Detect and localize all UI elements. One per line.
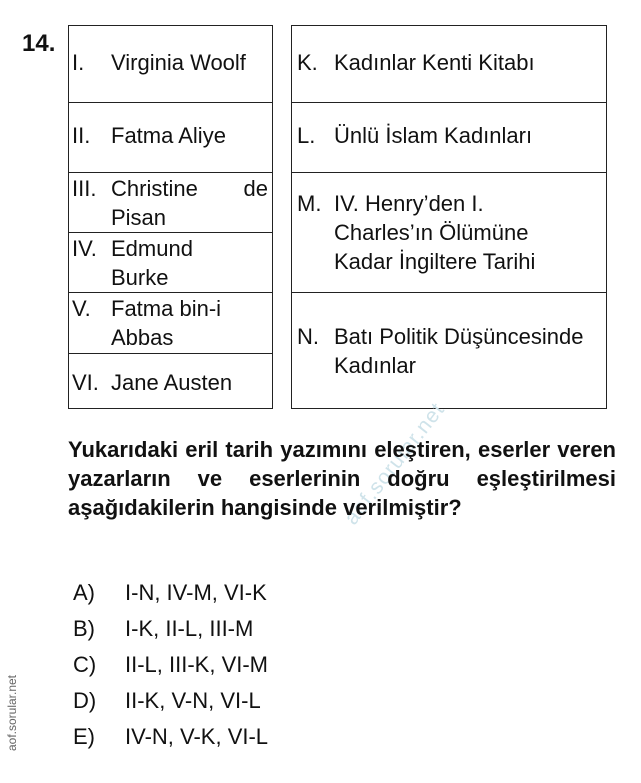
option-text: I-N, IV-M, VI-K [125,580,267,605]
left-item-number: VI. [72,370,99,395]
left-item-text: Edmund Burke [111,236,193,290]
option-a[interactable] [73,578,267,607]
right-item-l [292,102,606,172]
left-item-5 [69,292,272,353]
left-item-text: Fatma Aliye [111,123,226,148]
right-item-text: Kadınlar Kenti Kitabı [334,50,535,75]
option-text: I-K, II-L, III-M [125,616,254,641]
right-column-box [291,25,607,409]
right-item-letter: M. [297,191,322,216]
left-item-number: I. [72,50,85,75]
left-item-number: IV. [72,236,97,261]
option-c[interactable] [73,650,268,679]
left-item-3 [69,172,272,232]
option-text: IV-N, V-K, VI-L [125,724,269,749]
option-text: II-L, III-K, VI-M [125,652,269,677]
option-letter: B) [73,616,95,641]
option-d[interactable] [73,686,261,715]
right-item-text: Batı Politik Düşüncesinde Kadınlar [334,324,584,378]
option-b[interactable] [73,614,253,643]
right-item-n [292,292,606,408]
left-item-text: Fatma bin-i Abbas [111,296,222,350]
watermark-text: aof.sorular.net [340,398,450,530]
left-item-text: Christine de Pisan [111,176,268,230]
side-watermark: aof.sorular.net [5,674,19,752]
right-item-text: IV. Henry’den I. Charles’ın Ölümüne Kadar İngiltere Tarihi [334,191,536,274]
left-item-number: II. [72,123,91,148]
right-item-letter: N. [297,324,319,349]
right-item-text: Ünlü İslam Kadınları [334,123,533,148]
option-text: II-K, V-N, VI-L [125,688,261,713]
left-item-text: Jane Austen [111,370,233,395]
left-item-1 [69,48,272,98]
left-item-number: V. [72,296,91,321]
option-letter: D) [73,688,97,713]
option-letter: C) [73,652,97,677]
left-item-2 [69,102,272,172]
left-item-6 [69,353,272,408]
left-column-box [68,25,273,409]
left-item-4 [69,232,272,292]
right-item-m [292,172,606,292]
question-number: 14. [22,30,56,57]
right-item-letter: K. [297,50,318,75]
right-item-letter: L. [297,123,316,148]
option-e[interactable] [73,722,268,751]
left-item-number: III. [72,176,97,201]
left-item-text: Virginia Woolf [111,50,246,75]
right-item-k [292,48,606,102]
option-letter: A) [73,580,95,605]
option-letter: E) [73,724,95,749]
question-stem: Yukarıdaki eril tarih yazımını eleştiren, eserler veren yazarların ve eserlerinin doğru eşleştirilmesi aşağıdakilerin hangisinde verilmiştir? [68,437,616,520]
